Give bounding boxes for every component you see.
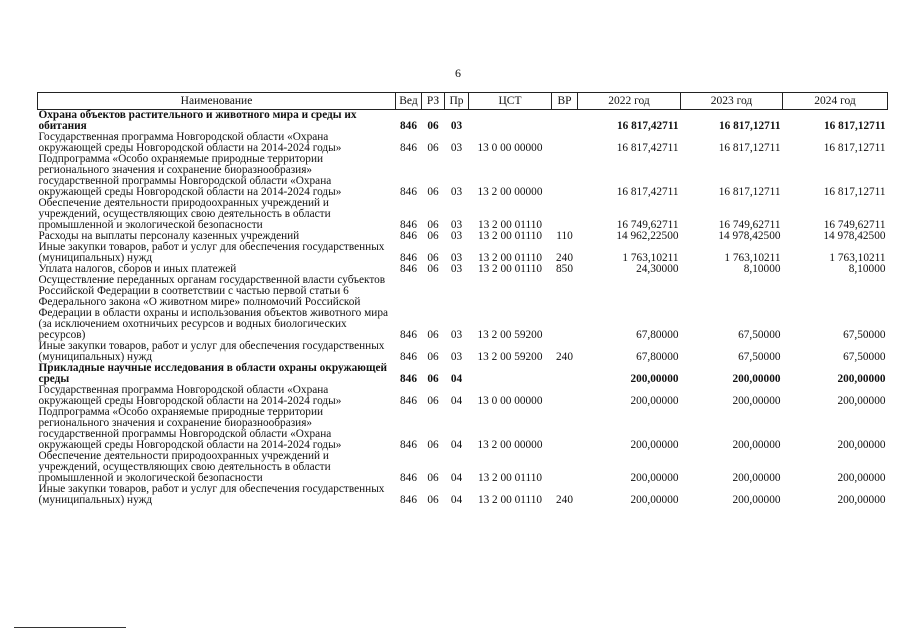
row-ved: 846 bbox=[400, 494, 417, 506]
row-amount-2022: 200,00000 bbox=[630, 439, 679, 451]
row-cst: 13 2 00 01110 bbox=[477, 230, 543, 242]
row-rz: 06 bbox=[427, 351, 439, 363]
row-vr bbox=[552, 407, 578, 451]
row-ved: 846 bbox=[400, 439, 417, 451]
row-amount-2023: 67,50000 bbox=[738, 351, 781, 363]
row-amount-2024: 16 817,12711 bbox=[823, 120, 886, 132]
row-pr: 04 bbox=[450, 439, 463, 451]
row-amount-2023: 16 817,12711 bbox=[718, 142, 781, 154]
table-row bbox=[38, 275, 888, 341]
row-cst: 13 2 00 01110 bbox=[477, 494, 543, 506]
row-vr: 850 bbox=[556, 263, 573, 275]
row-cst: 13 2 00 59200 bbox=[477, 329, 543, 341]
header-2023: 2023 год bbox=[681, 93, 783, 110]
row-cst: 13 2 00 01110 bbox=[477, 472, 543, 484]
row-ved: 846 bbox=[400, 263, 417, 275]
row-name: Обеспечение деятельности природоохранных учреждений и учреждений, осуществляющих свою деятельность в области промышленной и экологической безопасности bbox=[38, 197, 331, 231]
row-amount-2024: 1 763,10211 bbox=[829, 252, 886, 264]
row-name: Государственная программа Новгородской области «Охрана окружающей среды Новгородской области на 2014-2024 годы» bbox=[38, 384, 342, 407]
row-vr: 240 bbox=[556, 252, 573, 264]
row-amount-2022: 24,30000 bbox=[636, 263, 679, 275]
row-vr bbox=[552, 110, 578, 133]
row-amount-2023: 8,10000 bbox=[743, 263, 781, 275]
row-amount-2022: 16 817,42711 bbox=[616, 120, 679, 132]
row-amount-2022: 200,00000 bbox=[630, 494, 679, 506]
table-row bbox=[38, 198, 888, 231]
row-ved: 846 bbox=[400, 373, 417, 385]
row-ved: 846 bbox=[400, 351, 417, 363]
row-rz: 06 bbox=[427, 329, 439, 341]
budget-table bbox=[37, 92, 888, 506]
row-amount-2023: 1 763,10211 bbox=[724, 252, 781, 264]
row-pr: 03 bbox=[450, 351, 463, 363]
row-amount-2023: 200,00000 bbox=[732, 472, 781, 484]
header-ved: Вед bbox=[396, 93, 422, 110]
table-row bbox=[38, 407, 888, 451]
row-name: Подпрограмма «Особо охраняемые природные территории регионального значения и сохранение биоразнообразия» государственной программы Новгородской области «Охрана окружающей среды Новгородской области на 2014-2024 годы» bbox=[38, 153, 342, 198]
row-vr bbox=[552, 198, 578, 231]
row-pr: 04 bbox=[450, 373, 463, 385]
row-vr: 240 bbox=[556, 494, 573, 506]
row-rz: 06 bbox=[427, 263, 439, 275]
row-cst: 13 2 00 01110 bbox=[477, 263, 543, 275]
row-rz: 06 bbox=[427, 472, 439, 484]
table-row bbox=[38, 484, 888, 506]
row-pr: 03 bbox=[450, 219, 463, 231]
row-pr: 03 bbox=[450, 186, 463, 198]
row-name: Обеспечение деятельности природоохранных учреждений и учреждений, осуществляющих свою деятельность в области промышленной и экологической безопасности bbox=[38, 450, 331, 484]
row-pr: 03 bbox=[450, 263, 463, 275]
row-amount-2022: 67,80000 bbox=[636, 351, 679, 363]
row-rz: 06 bbox=[427, 230, 439, 242]
row-amount-2024: 14 978,42500 bbox=[823, 230, 886, 242]
row-vr bbox=[552, 363, 578, 385]
header-name: Наименование bbox=[38, 93, 396, 110]
row-vr bbox=[552, 154, 578, 198]
row-vr bbox=[552, 132, 578, 154]
row-amount-2022: 200,00000 bbox=[630, 373, 679, 385]
row-amount-2022: 67,80000 bbox=[636, 329, 679, 341]
row-amount-2022: 200,00000 bbox=[630, 395, 679, 407]
row-amount-2024: 16 817,12711 bbox=[823, 186, 886, 198]
row-ved: 846 bbox=[400, 120, 417, 132]
header-pr: Пр bbox=[445, 93, 469, 110]
row-amount-2022: 14 962,22500 bbox=[616, 230, 679, 242]
row-pr: 04 bbox=[450, 472, 463, 484]
row-cst: 13 2 00 01110 bbox=[477, 219, 543, 231]
table-row bbox=[38, 242, 888, 264]
row-cst: 13 0 00 00000 bbox=[477, 142, 543, 154]
row-amount-2024: 200,00000 bbox=[837, 395, 886, 407]
row-pr: 03 bbox=[450, 329, 463, 341]
header-rz: РЗ bbox=[422, 93, 445, 110]
row-amount-2022: 16 749,62711 bbox=[616, 219, 679, 231]
row-amount-2024: 16 749,62711 bbox=[823, 219, 886, 231]
row-ved: 846 bbox=[400, 230, 417, 242]
row-amount-2023: 67,50000 bbox=[738, 329, 781, 341]
header-2024: 2024 год bbox=[783, 93, 888, 110]
header-cst: ЦСТ bbox=[469, 93, 552, 110]
row-cst: 13 2 00 59200 bbox=[477, 351, 543, 363]
table-row bbox=[38, 385, 888, 407]
row-amount-2023: 16 749,62711 bbox=[718, 219, 781, 231]
row-vr: 240 bbox=[556, 351, 573, 363]
row-pr: 04 bbox=[450, 494, 463, 506]
row-cst: 13 2 00 00000 bbox=[477, 186, 543, 198]
row-ved: 846 bbox=[400, 472, 417, 484]
row-pr: 03 bbox=[450, 142, 463, 154]
row-amount-2022: 1 763,10211 bbox=[622, 252, 679, 264]
row-amount-2023: 200,00000 bbox=[732, 439, 781, 451]
row-ved: 846 bbox=[400, 329, 417, 341]
row-ved: 846 bbox=[400, 186, 417, 198]
row-amount-2023: 200,00000 bbox=[732, 494, 781, 506]
row-cst: 13 2 00 01110 bbox=[477, 252, 543, 264]
header-2022: 2022 год bbox=[578, 93, 681, 110]
page-number: 6 bbox=[455, 66, 461, 80]
table-row bbox=[38, 341, 888, 363]
row-ved: 846 bbox=[400, 142, 417, 154]
row-pr: 04 bbox=[450, 395, 463, 407]
row-ved: 846 bbox=[400, 395, 417, 407]
row-amount-2024: 16 817,12711 bbox=[823, 142, 886, 154]
row-amount-2024: 200,00000 bbox=[837, 494, 886, 506]
row-amount-2024: 200,00000 bbox=[837, 472, 886, 484]
row-name: Подпрограмма «Особо охраняемые природные территории регионального значения и сохранение биоразнообразия» государственной программы Новгородской области «Охрана окружающей среды Новгородской области на 2014-2024 годы» bbox=[38, 406, 342, 451]
row-cst: 13 0 00 00000 bbox=[477, 395, 543, 407]
row-name: Уплата налогов, сборов и иных платежей bbox=[38, 263, 237, 275]
row-rz: 06 bbox=[427, 186, 439, 198]
row-amount-2023: 14 978,42500 bbox=[718, 230, 781, 242]
row-name: Иные закупки товаров, работ и услуг для обеспечения государственных (муниципальных) нужд bbox=[38, 241, 385, 264]
table-row bbox=[38, 363, 888, 385]
row-amount-2023: 200,00000 bbox=[732, 373, 781, 385]
table-row bbox=[38, 451, 888, 484]
footnote-divider bbox=[14, 627, 126, 628]
row-amount-2024: 8,10000 bbox=[848, 263, 886, 275]
row-vr bbox=[552, 451, 578, 484]
row-pr: 03 bbox=[450, 252, 463, 264]
row-rz: 06 bbox=[427, 373, 439, 385]
row-amount-2023: 16 817,12711 bbox=[718, 120, 781, 132]
table-row bbox=[38, 132, 888, 154]
row-name: Расходы на выплаты персоналу казенных учреждений bbox=[38, 230, 300, 242]
row-rz: 06 bbox=[427, 494, 439, 506]
row-vr bbox=[552, 275, 578, 341]
row-rz: 06 bbox=[427, 439, 439, 451]
row-vr bbox=[552, 385, 578, 407]
row-pr: 03 bbox=[450, 120, 463, 132]
row-ved: 846 bbox=[400, 252, 417, 264]
row-name: Осуществление переданных органам государственной власти субъектов Российской Федерации в соответствии с частью первой статьи 6 Федерального закона «О животном мире» полномочий Российской Федерации в области охраны и использования объектов животного мира (за исключением охотничьих ресурсов и водных биологических ресурсов) bbox=[38, 274, 389, 341]
row-name: Государственная программа Новгородской области «Охрана окружающей среды Новгородской области на 2014-2024 годы» bbox=[38, 131, 342, 154]
table-row bbox=[38, 110, 888, 133]
table-row bbox=[38, 154, 888, 198]
row-name: Прикладные научные исследования в области охраны окружающей среды bbox=[38, 362, 387, 385]
row-name: Иные закупки товаров, работ и услуг для обеспечения государственных (муниципальных) нужд bbox=[38, 483, 385, 506]
row-cst bbox=[469, 363, 552, 385]
row-rz: 06 bbox=[427, 120, 439, 132]
row-amount-2023: 200,00000 bbox=[732, 395, 781, 407]
row-vr: 110 bbox=[556, 230, 573, 242]
row-ved: 846 bbox=[400, 219, 417, 231]
row-amount-2023: 16 817,12711 bbox=[718, 186, 781, 198]
row-rz: 06 bbox=[427, 219, 439, 231]
header-vr: ВР bbox=[552, 93, 578, 110]
row-name: Охрана объектов растительного и животного мира и среды их обитания bbox=[38, 109, 357, 132]
row-amount-2022: 16 817,42711 bbox=[616, 186, 679, 198]
row-amount-2024: 67,50000 bbox=[843, 329, 886, 341]
row-amount-2022: 16 817,42711 bbox=[616, 142, 679, 154]
row-amount-2024: 200,00000 bbox=[837, 373, 886, 385]
table-header-row bbox=[38, 93, 888, 110]
row-amount-2022: 200,00000 bbox=[630, 472, 679, 484]
row-pr: 03 bbox=[450, 230, 463, 242]
row-amount-2024: 200,00000 bbox=[837, 439, 886, 451]
table-body bbox=[38, 110, 888, 507]
row-cst: 13 2 00 00000 bbox=[477, 439, 543, 451]
row-amount-2024: 67,50000 bbox=[843, 351, 886, 363]
row-rz: 06 bbox=[427, 252, 439, 264]
row-rz: 06 bbox=[427, 395, 439, 407]
row-name: Иные закупки товаров, работ и услуг для обеспечения государственных (муниципальных) нужд bbox=[38, 340, 385, 363]
row-cst bbox=[469, 110, 552, 133]
row-rz: 06 bbox=[427, 142, 439, 154]
